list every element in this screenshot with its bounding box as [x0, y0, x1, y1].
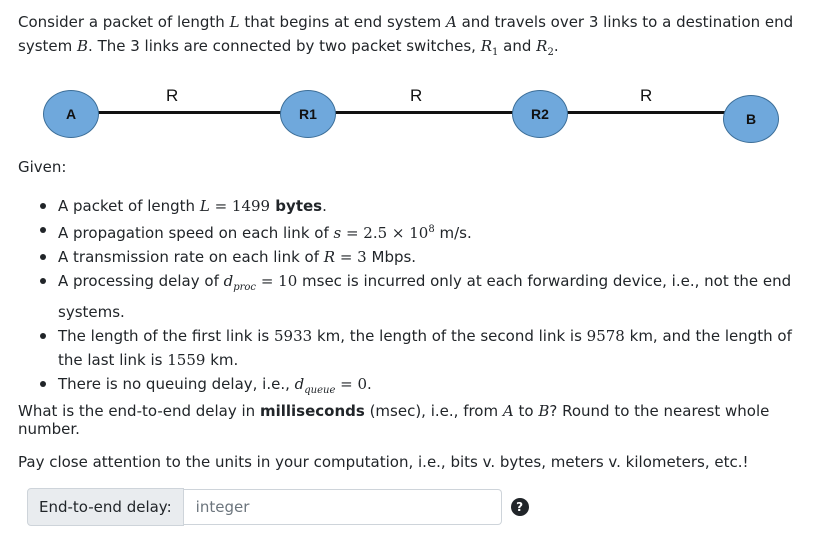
- math-eq: = 2.5 × 10: [341, 224, 429, 242]
- answer-group: [27, 488, 534, 526]
- math-value: 1559: [167, 351, 206, 369]
- math-var: d: [223, 272, 234, 290]
- math-value: 5933: [273, 327, 313, 345]
- link-label-1: R: [166, 86, 179, 105]
- question-part: . The 3 links are connected by two packet switches,: [88, 37, 481, 55]
- item-text: A transmission rate on each link of: [58, 248, 324, 266]
- math-var: R: [536, 37, 548, 55]
- item-text: km, and the length of the last link is: [58, 327, 792, 369]
- node-b: B: [723, 95, 779, 143]
- given-item-queuing-delay: [40, 372, 810, 403]
- prompt-text: What is the end-to-end delay in: [18, 402, 260, 420]
- math-sub: 1: [492, 47, 499, 58]
- math-var: s: [333, 224, 342, 242]
- answer-input[interactable]: [184, 489, 502, 525]
- units-note: Pay close attention to the units in your computation, i.e., bits v. bytes, meters v. kilometers, etc.!: [18, 453, 749, 471]
- math-var: A: [445, 13, 457, 31]
- question-part: .: [553, 37, 559, 55]
- given-label: Given:: [18, 158, 67, 176]
- question-text: [18, 10, 808, 65]
- item-text: The length of the first link is: [58, 327, 274, 345]
- item-text: msec is incurred only at each forwarding device, i.e., not the end systems.: [58, 272, 792, 321]
- math-sub: 2: [547, 47, 554, 58]
- question-part: Consider a packet of length: [18, 13, 230, 31]
- given-item-processing-delay: [40, 269, 810, 324]
- math-exp: 8: [428, 224, 435, 235]
- math-eq: = 10: [256, 272, 298, 290]
- given-item-propagation-speed: [40, 218, 810, 245]
- node-r2: R2: [512, 90, 568, 138]
- item-text: .: [367, 375, 372, 393]
- prompt-text: (msec), i.e., from: [364, 402, 503, 420]
- answer-label: End-to-end delay:: [27, 488, 184, 526]
- math-var: B: [77, 37, 89, 55]
- help-icon[interactable]: ?: [511, 498, 529, 516]
- math-var: R: [323, 248, 336, 266]
- question-part: and: [498, 37, 537, 55]
- math-eq: = 0: [335, 375, 368, 393]
- item-text: Mbps.: [366, 248, 417, 266]
- item-bold: bytes: [270, 197, 323, 215]
- question-part: that begins at end system: [239, 13, 446, 31]
- math-sub: queue: [304, 385, 336, 396]
- given-item-transmission-rate: [40, 245, 810, 269]
- given-list: [40, 194, 810, 403]
- link-label-3: R: [640, 86, 653, 105]
- prompt-text: to: [513, 402, 539, 420]
- item-text: A processing delay of: [58, 272, 224, 290]
- math-var: L: [199, 197, 210, 215]
- given-item-link-lengths: [40, 324, 810, 372]
- node-r1: R1: [280, 90, 336, 138]
- prompt-text: ? Round to the nearest whole number.: [18, 402, 770, 438]
- math-eq: = 1499: [209, 197, 271, 215]
- question-prompt: [18, 402, 818, 438]
- prompt-bold: milliseconds: [259, 402, 365, 420]
- math-var: R: [480, 37, 493, 55]
- item-text: km, the length of the second link is: [312, 327, 587, 345]
- math-value: 9578: [586, 327, 625, 345]
- item-text: m/s.: [434, 224, 472, 242]
- math-var: d: [294, 375, 305, 393]
- item-text: There is no queuing delay, i.e.,: [58, 375, 295, 393]
- item-text: .: [322, 197, 327, 215]
- math-sub: proc: [233, 282, 257, 293]
- node-a: A: [43, 90, 99, 138]
- network-diagram: [0, 82, 818, 150]
- link-line: [70, 111, 760, 114]
- item-text: km.: [205, 351, 239, 369]
- math-var: L: [229, 13, 240, 31]
- given-item-packet-length: [40, 194, 810, 218]
- item-text: A packet of length: [58, 197, 200, 215]
- question-part: and travels over 3 links to a destination end system: [18, 13, 794, 55]
- link-label-2: R: [410, 86, 423, 105]
- item-text: A propagation speed on each link of: [58, 224, 334, 242]
- math-var: B: [538, 402, 550, 420]
- math-eq: = 3: [335, 248, 367, 266]
- math-var: A: [502, 402, 514, 420]
